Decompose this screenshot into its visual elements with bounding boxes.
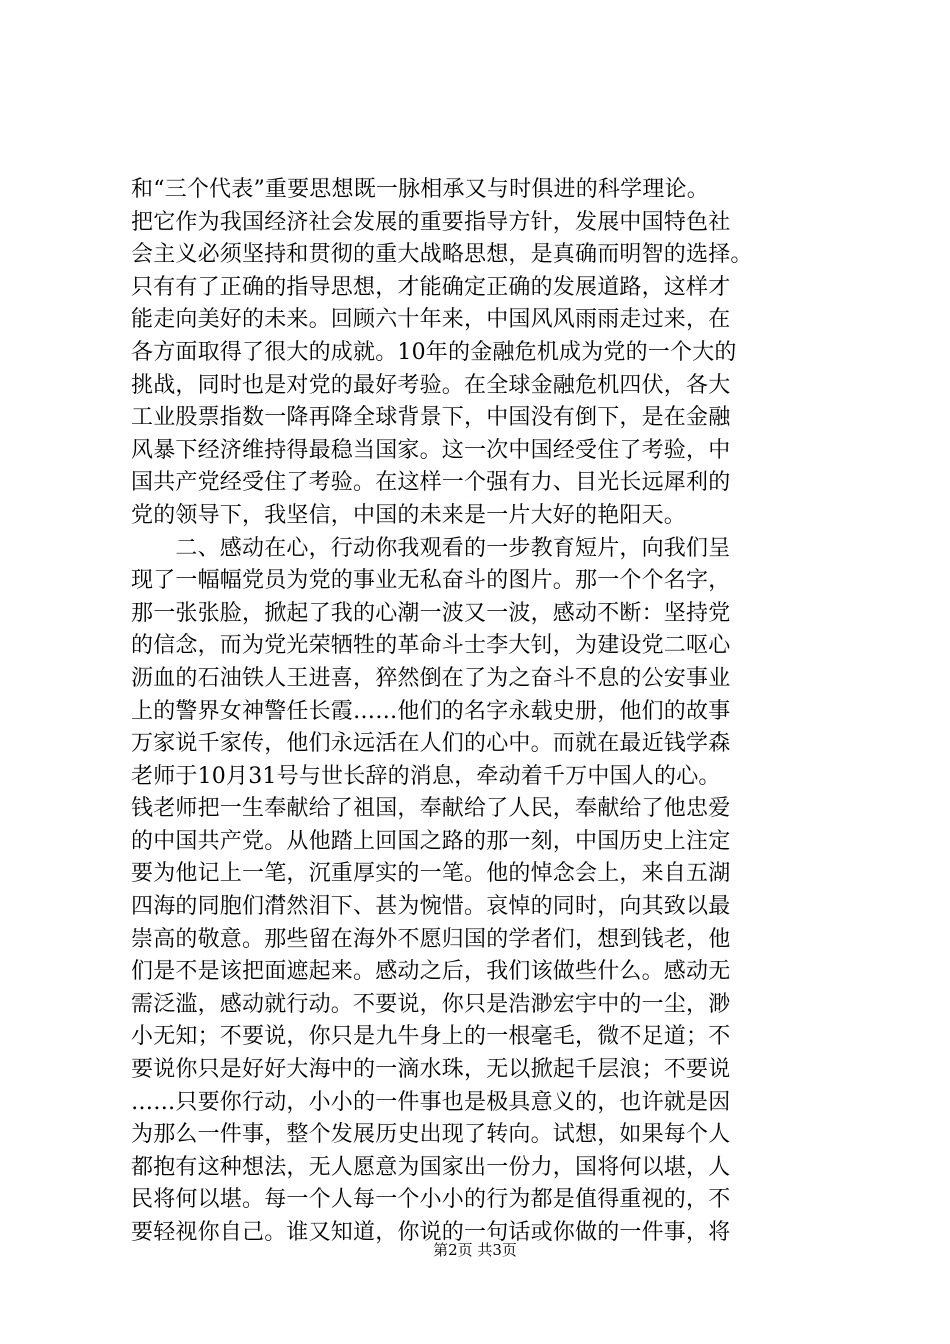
text-line: 的中国共产党。从他踏上回国之路的那一刻，中国历史上注定 — [131, 828, 731, 854]
text-line: 二、感动在心，行动你我观看的一步教育短片，向我们呈 — [131, 535, 731, 561]
text-line: 都抱有这种想法，无人愿意为国家出一份力，国将何以堪，人 — [131, 1154, 731, 1180]
text-line: 风暴下经济维持得最稳当国家。这一次中国经受住了考验，中 — [131, 437, 731, 463]
text-line: 需泛滥，感动就行动。不要说，你只是浩渺宏宇中的一尘，渺 — [131, 991, 731, 1017]
text-line: 钱老师把一生奉献给了祖国，奉献给了人民，奉献给了他忠爱 — [131, 796, 731, 822]
text-line: 小无知；不要说，你只是九牛身上的一根毫毛，微不足道；不 — [131, 1024, 731, 1050]
text-line: 那一张张脸，掀起了我的心潮一波又一波，感动不断：坚持党 — [131, 600, 731, 626]
text-line: 四海的同胞们潸然泪下、甚为惋惜。哀悼的同时，向其致以最 — [131, 894, 731, 920]
text-line: 要为他记上一笔，沉重厚实的一笔。他的悼念会上，来自五湖 — [131, 861, 731, 887]
text-line: 把它作为我国经济社会发展的重要指导方针，发展中国特色社 — [131, 209, 731, 235]
text-line: 们是不是该把面遮起来。感动之后，我们该做些什么。感动无 — [131, 959, 731, 985]
text-line: 党的领导下，我坚信，中国的未来是一片大好的艳阳天。 — [131, 502, 687, 528]
body-text — [131, 174, 826, 1250]
text-line: 现了一幅幅党员为党的事业无私奋斗的图片。那一个个名字， — [131, 568, 731, 594]
text-line: 老师于10月31号与世长辞的消息，牵动着千万中国人的心。 — [131, 763, 721, 789]
text-line: 民将何以堪。每一个人每一个小小的行为都是值得重视的，不 — [131, 1187, 731, 1213]
text-line: 会主义必须坚持和贯彻的重大战略思想，是真确而明智的选择。 — [131, 242, 753, 268]
text-line: 能走向美好的未来。回顾六十年来，中国风风雨雨走过来，在 — [131, 307, 731, 333]
text-line: 崇高的敬意。那些留在海外不愿归国的学者们，想到钱老，他 — [131, 926, 731, 952]
page-footer: 第2页 共3页 — [433, 1241, 517, 1259]
text-line: 工业股票指数一降再降全球背景下，中国没有倒下，是在金融 — [131, 405, 731, 431]
text-line: 和“三个代表”重要思想既一脉相承又与时俱进的科学理论。 — [131, 177, 709, 202]
text-line: 挑战，同时也是对党的最好考验。在全球金融危机四伏，各大 — [131, 372, 731, 398]
text-line: 只有有了正确的指导思想，才能确定正确的发展道路，这样才 — [131, 274, 731, 300]
text-line: 万家说千家传，他们永远活在人们的心中。而就在最近钱学森 — [131, 731, 731, 757]
text-line: 沥血的石油铁人王进喜，猝然倒在了为之奋斗不息的公安事业 — [131, 665, 731, 691]
text-line: ……只要你行动，小小的一件事也是极具意义的，也许就是因 — [131, 1089, 731, 1115]
text-line: 要轻视你自己。谁又知道，你说的一句话或你做的一件事，将 — [131, 1220, 731, 1245]
text-line: 国共产党经受住了考验。在这样一个强有力、目光长远犀利的 — [131, 470, 731, 496]
text-line: 为那么一件事，整个发展历史出现了转向。试想，如果每个人 — [131, 1122, 731, 1148]
text-line: 的信念，而为党光荣牺牲的革命斗士李大钊，为建设党二呕心 — [131, 633, 731, 659]
text-line: 上的警界女神警任长霞……他们的名字永载史册，他们的故事 — [131, 698, 731, 724]
text-line: 要说你只是好好大海中的一滴水珠，无以掀起千层浪；不要说 — [131, 1057, 731, 1083]
text-line: 各方面取得了很大的成就。10年的金融危机成为党的一个大的 — [131, 339, 737, 365]
